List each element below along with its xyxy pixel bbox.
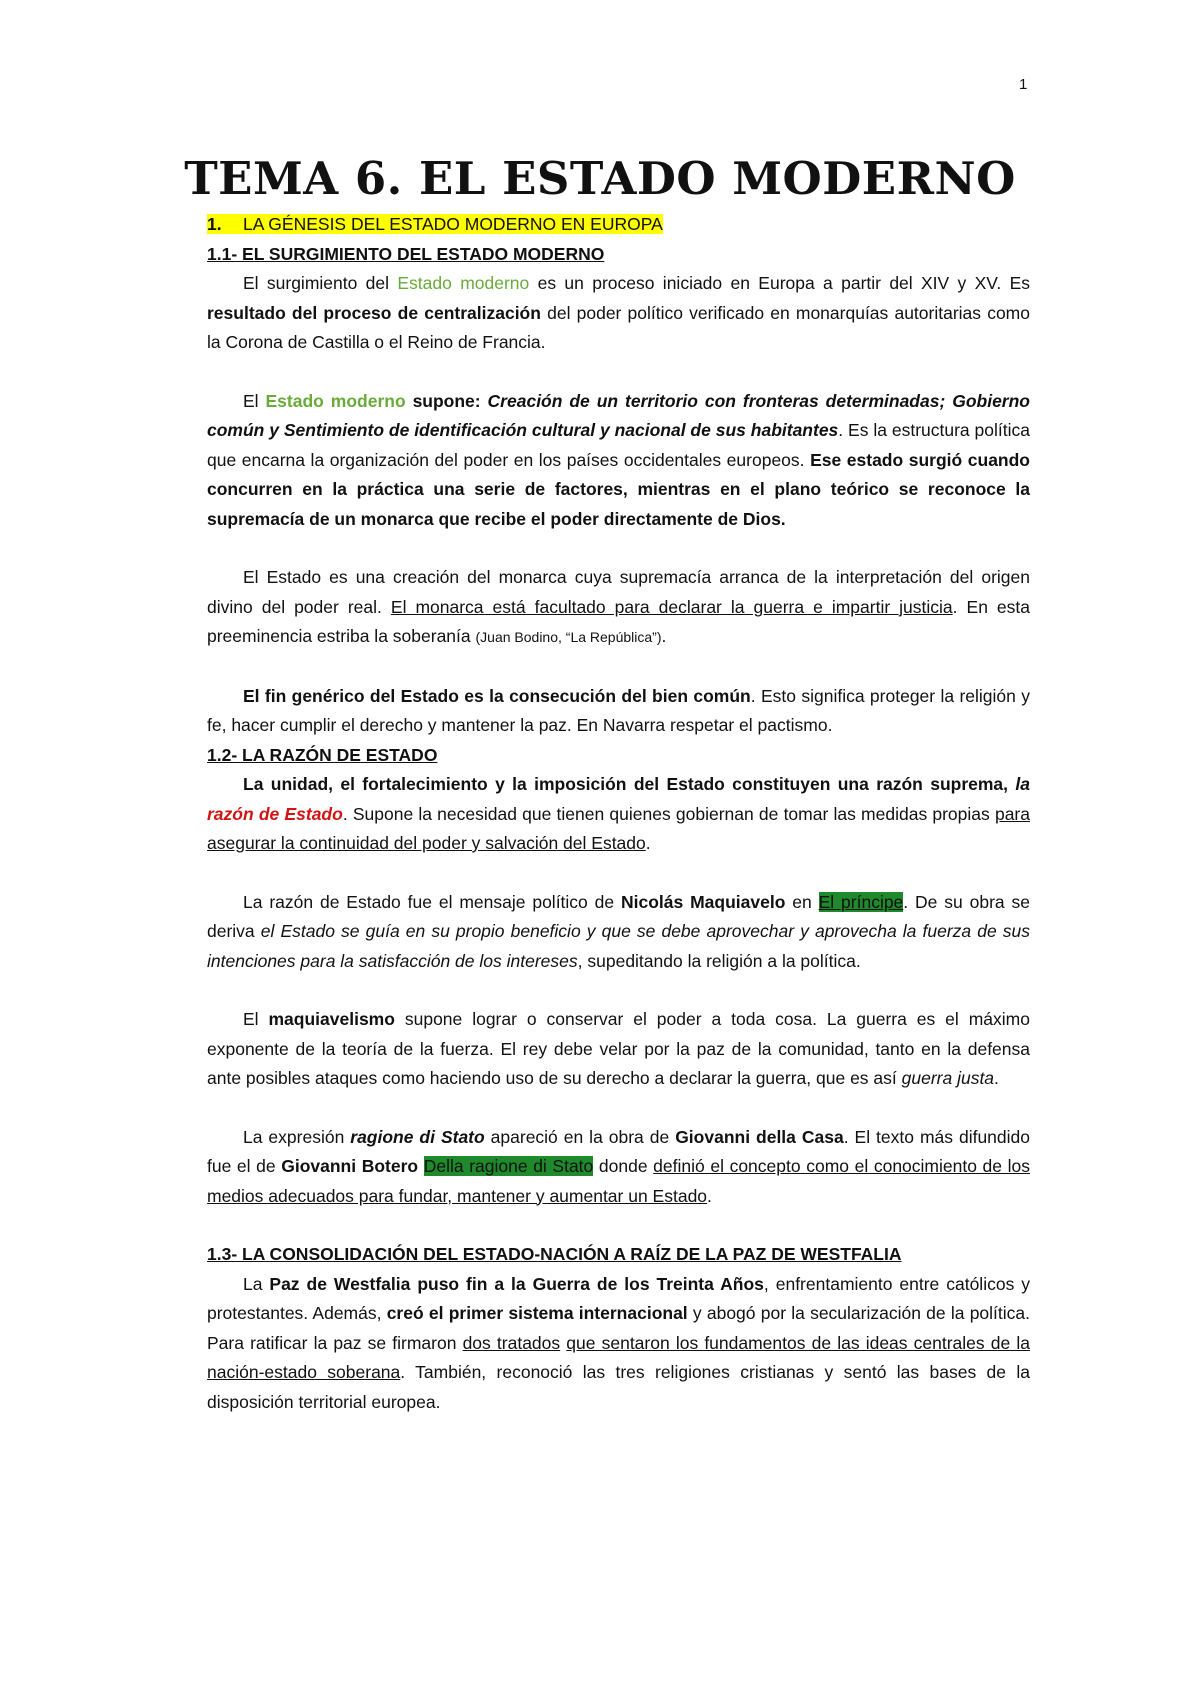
paragraph (207, 770, 1030, 859)
bold-text: Nicolás Maquiavelo (620, 891, 786, 912)
highlighted-title: Della ragione di Stato (423, 1156, 594, 1176)
section-number: 1. (207, 214, 222, 234)
key-term: Estado moderno (397, 273, 530, 293)
text-run: apareció en la obra de (484, 1126, 676, 1147)
text-run: . (994, 1068, 999, 1088)
highlighted-title: El príncipe (818, 891, 904, 912)
bold-text: La unidad, el fortalecimiento y la imposición del Estado constituyen una razón suprema, (243, 774, 1016, 794)
underlined-text: para asegurar la continuidad del poder y salvación del Estado (207, 803, 1030, 853)
section-title: LA GÉNESIS DEL ESTADO MODERNO EN EUROPA (243, 214, 663, 234)
text-run: supone lograr o conservar el poder a toda cosa. La guerra es el máximo exponente de la teoría de la fuerza. El rey debe velar por la paz de la comunidad, tanto en la defensa ante posibles ataques como haciendo uso de su derecho a declarar la guerra, que es así (207, 1009, 1030, 1088)
text-run: . El texto más difundido fue el de (207, 1126, 1031, 1176)
bold-text: Giovanni della Casa (675, 1126, 844, 1147)
paragraph (207, 563, 1030, 653)
document-body (207, 210, 1030, 1417)
italic-text: el Estado se guía en su propio beneficio y que se debe aprovechar y aprovecha la fuerza de sus intenciones para la satisfacción de los intereses (207, 921, 1031, 971)
paragraph (207, 682, 1030, 741)
citation: (Juan Bodino, “La República”) (475, 629, 662, 645)
text-run: del poder político verificado en monarquías autoritarias como la Corona de Castilla o el Reino de Francia. (207, 302, 1030, 352)
subsection-heading-1-3: 1.3- LA CONSOLIDACIÓN DEL ESTADO-NACIÓN A RAÍZ DE LA PAZ DE WESTFALIA (207, 1244, 902, 1264)
page-number: 1 (1019, 76, 1028, 93)
subsection-heading-1-2: 1.2- LA RAZÓN DE ESTADO (207, 744, 438, 765)
text-run: El surgimiento del (243, 273, 398, 293)
paragraph (207, 1123, 1030, 1212)
text-run: El (243, 390, 266, 411)
paragraph (207, 387, 1030, 535)
paragraph (207, 269, 1030, 358)
underlined-text: que sentaron los fundamentos de las ideas centrales de la nación-estado soberana (207, 1332, 1030, 1382)
key-term: razón de Estado (207, 803, 343, 824)
bold-italic-text: ragione di Stato (350, 1126, 485, 1147)
text-run: , supeditando la religión a la política. (577, 950, 861, 971)
text-run: y abogó por la secularización de la política. Para ratificar la paz se firmaron (207, 1303, 1030, 1353)
text-run: La expresión (243, 1126, 351, 1147)
underlined-text: El monarca está facultado para declarar la guerra e impartir justicia (390, 596, 953, 617)
text-run: El (243, 1009, 269, 1029)
text-run: . En esta preeminencia estriba la soberanía (207, 596, 1031, 646)
text-run: La razón de Estado fue el mensaje político de (243, 891, 621, 912)
paragraph (207, 888, 1030, 977)
paragraph (207, 1005, 1030, 1094)
key-term: Estado moderno (265, 390, 406, 411)
text-run: . (661, 626, 667, 646)
text-run: , enfrentamiento entre católicos y protestantes. Además, (207, 1273, 1031, 1323)
paragraph (207, 1270, 1030, 1418)
bold-text: supone: (405, 390, 488, 411)
subsection-heading-1-1: 1.1- EL SURGIMIENTO DEL ESTADO MODERNO (207, 243, 605, 264)
bold-text: El fin genérico del Estado es la consecución del bien común (243, 685, 751, 706)
text-run: en (785, 891, 819, 912)
text-run: . Supone la necesidad que tienen quienes gobiernan de tomar las medidas propias (342, 803, 995, 824)
bold-text: resultado del proceso de centralización (207, 302, 541, 323)
italic-text: guerra justa (901, 1068, 995, 1088)
bold-text: Paz de Westfalia puso fin a la Guerra de los Treinta Años (269, 1273, 764, 1294)
text-run: . También, reconoció las tres religiones cristianas y sentó las bases de la disposición territorial europea. (207, 1362, 1030, 1412)
section-heading-1 (207, 210, 1030, 240)
text-run: donde (593, 1156, 654, 1176)
text-run: El Estado es una creación del monarca cuya supremacía arranca de la interpretación del origen divino del poder real. (207, 567, 1030, 617)
text-run: es un proceso iniciado en Europa a partir del XIV y XV. Es (529, 273, 1030, 293)
bold-text: Giovanni Botero (281, 1156, 419, 1176)
bold-text: creó el primer sistema internacional (386, 1303, 688, 1323)
page-title: TEMA 6. EL ESTADO MODERNO (184, 152, 1016, 205)
underlined-text: definió el concepto como el conocimiento de los medios adecuados para fundar, mantener y aumentar un Estado (207, 1156, 1030, 1206)
text-run: . Es la estructura política que encarna la organización del poder en los países occidentales europeos. (207, 420, 1030, 470)
text-run: . (707, 1185, 712, 1206)
text-run: . De su obra se deriva (207, 891, 1030, 941)
section-heading-highlight (207, 214, 663, 234)
text-run: La (243, 1273, 270, 1294)
text-run: . Esto significa proteger la religión y fe, hacer cumplir el derecho y mantener la paz. En Navarra respetar el pactismo. (207, 685, 1030, 735)
text-run (418, 1156, 424, 1176)
bold-text: maquiavelismo (268, 1009, 395, 1029)
bold-italic-text: Creación de un territorio con fronteras determinadas; Gobierno común y Sentimiento de identificación cultural y nacional de sus habitantes (207, 390, 1030, 440)
bold-text: Ese estado surgió cuando concurren en la práctica una serie de factores, mientras en el plano teórico se reconoce la supremacía de un monarca que recibe el poder directamente de Dios. (207, 449, 1030, 529)
underlined-text: dos tratados (462, 1332, 561, 1353)
text-run: . (645, 833, 651, 853)
bold-italic-text: la (1015, 774, 1030, 794)
